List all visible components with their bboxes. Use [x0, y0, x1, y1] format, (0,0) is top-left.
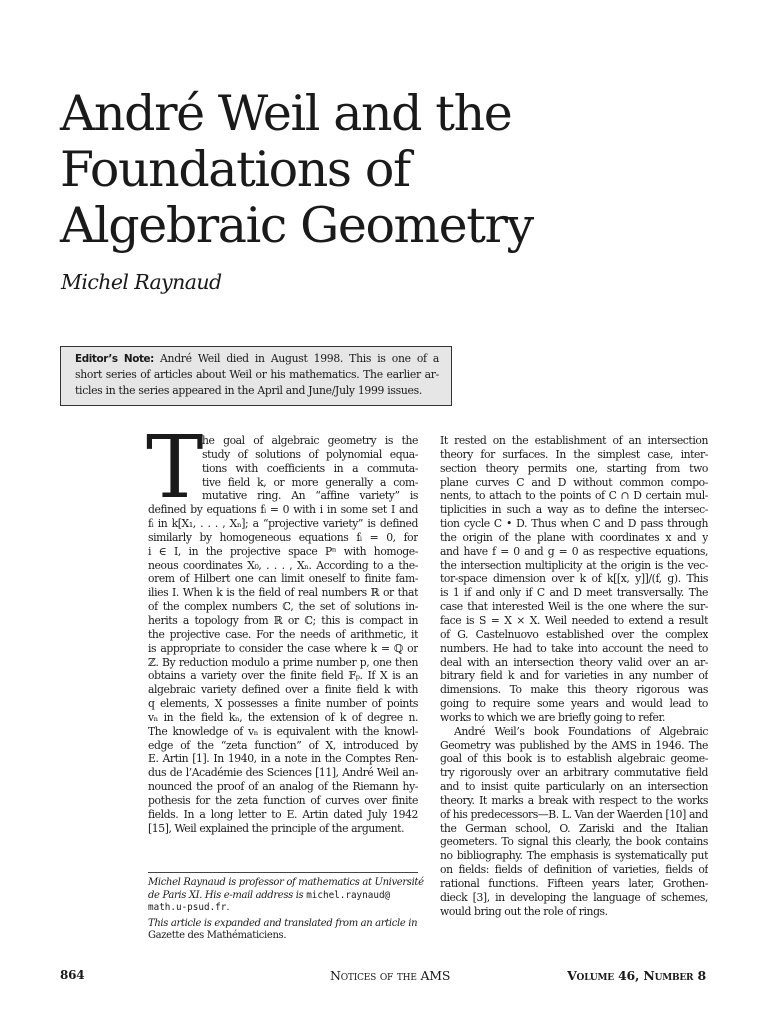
footnote-line: de Paris XI. His e-mail address is: [148, 889, 304, 901]
text-line: of his predecessors—B. L. Van der Waerden [10] and: [440, 807, 708, 821]
text-line: deal with an intersection theory valid over an ar-: [440, 655, 708, 669]
editor-note-line: short series of articles about Weil or his mathematics. The earlier ar-: [75, 368, 439, 382]
title-line: Foundations of: [60, 141, 410, 198]
text-line: plane curves C and D without common compo-: [440, 475, 708, 489]
editor-note-box: [60, 346, 452, 406]
text-line: algebraic variety defined over a finite field k with: [148, 683, 418, 697]
text-line: orem of Hilbert one can limit oneself to finite fam-: [148, 572, 418, 586]
title-line: Algebraic Geometry: [60, 197, 533, 254]
author-email-domain[interactable]: math.u-psud.fr: [148, 902, 227, 914]
text-line: try rigorously over an arbitrary commutative field: [440, 766, 708, 780]
text-line: the projective case. For the needs of arithmetic, it: [148, 627, 418, 641]
text-line: section theory permits one, starting from two: [440, 461, 708, 475]
text-line: geometers. To signal this clearly, the book contains: [440, 835, 708, 849]
editor-note-line: André Weil died in August 1998. This is one of a: [160, 352, 439, 365]
text-line: of the complex numbers ℂ, the set of solutions in-: [148, 600, 418, 614]
text-line: vₙ in the field kₙ, the extension of k of degree n.: [148, 710, 418, 724]
text-line: tive field k, or more generally a com-: [202, 475, 418, 489]
author-name: Michel Raynaud: [61, 270, 222, 294]
text-line: going to require some years and would lead to: [440, 697, 708, 711]
text-line: edge of the “zeta function” of X, introduced by: [148, 738, 418, 752]
text-line: numbers. He had to take into account the need to: [440, 641, 708, 655]
text-line: fᵢ in k[X₁, . . . , Xₙ]; a “projective variety” is defined: [148, 517, 418, 531]
text-line: on fields: fields of definition of varieties, fields of: [440, 863, 708, 877]
text-line: dus de l’Académie des Sciences [11], André Weil an-: [148, 766, 418, 780]
text-line: goal of this book is to establish algebraic geome-: [440, 752, 708, 766]
footnote-line: Michel Raynaud is professor of mathematics at Université: [148, 877, 424, 888]
text-line: ilies I. When k is the field of real numbers ℝ or that: [148, 586, 418, 600]
text-line: E. Artin [1]. In 1940, in a note in the Comptes Ren-: [148, 752, 418, 766]
text-line: no bibliography. The emphasis is systematically put: [440, 849, 708, 863]
text-line: is 1 if and only if C and D meet transversally. The: [440, 586, 708, 600]
text-line: Geometry was published by the AMS in 1946. The: [440, 738, 708, 752]
text-line: study of solutions of polynomial equa-: [202, 447, 418, 461]
text-line: André Weil’s book Foundations of Algebraic: [454, 724, 708, 738]
text-line: the German school, O. Zariski and the Italian: [440, 821, 708, 835]
text-line: q elements, X possesses a finite number of points: [148, 697, 418, 711]
text-line: theory for surfaces. In the simplest case, inter-: [440, 447, 708, 461]
text-line: similarly by homogeneous equations fᵢ = 0, for: [148, 530, 418, 544]
text-line: case that interested Weil is the one where the sur-: [440, 600, 708, 614]
text-line: is appropriate to consider the case where k = ℚ or: [148, 641, 418, 655]
text-line: [15], Weil explained the principle of the argument.: [148, 821, 405, 835]
text-line: nents, to attach to the points of C ∩ D certain mul-: [440, 489, 708, 503]
text-line: tions with coefficients in a commuta-: [202, 461, 418, 475]
text-line: ℤ. By reduction modulo a prime number p, one then: [148, 655, 418, 669]
text-line: would bring out the role of rings.: [440, 904, 608, 918]
editor-note-label: Editor’s Note:: [75, 353, 154, 365]
text-line: It rested on the establishment of an intersection: [440, 434, 708, 447]
text-line: mutative ring. An “affine variety” is: [202, 489, 418, 503]
title-line: André Weil and the: [60, 85, 512, 142]
page-number: 864: [60, 968, 85, 982]
text-line: of G. Castelnuovo established over the complex: [440, 627, 708, 641]
text-line: face is S = X × X. Weil needed to extend a result: [440, 613, 708, 627]
text-line: herits a topology from ℝ or ℂ; this is compact in: [148, 613, 418, 627]
text-line: works to which we are briefly going to refer.: [440, 710, 666, 724]
body-column-right: [440, 434, 708, 919]
footnote-punct: .: [226, 902, 230, 914]
editor-note-line: ticles in the series appeared in the April and June/July 1999 issues.: [75, 383, 422, 397]
text-line: tiplicities in such a way as to define the intersec-: [440, 503, 708, 517]
text-line: fields. In a long letter to E. Artin dated July 1942: [148, 807, 418, 821]
text-line: tor-space dimension over k of k[[x, y]]/(f, g). This: [440, 572, 708, 586]
text-line: and to insist quite particularly on an intersection: [440, 780, 708, 794]
text-line: the origin of the plane with coordinates x and y: [440, 530, 708, 544]
running-volume-info: Volume 46, Number 8: [567, 968, 706, 983]
text-line: neous coordinates X₀, . . . , Xₙ. According to a the-: [148, 558, 418, 572]
text-line: bitrary field k and for varieties in any number of: [440, 669, 708, 683]
drop-cap: T: [146, 418, 204, 518]
body-column-left: [148, 434, 418, 835]
text-line: dimensions. To make this theory rigorous was: [440, 683, 708, 697]
text-line: rational functions. Fifteen years later, Grothen-: [440, 877, 708, 890]
author-footnote: [148, 877, 424, 943]
text-line: pothesis for the zeta function of curves over finite: [148, 793, 418, 807]
text-line: i ∈ I, in the projective space Pⁿ with homoge-: [148, 544, 418, 558]
text-line: and have f = 0 and g = 0 as respective equations,: [440, 544, 708, 558]
text-line: the intersection multiplicity at the origin is the vec-: [440, 558, 708, 572]
text-line: he goal of algebraic geometry is the: [202, 434, 418, 447]
text-line: tion cycle C • D. Thus when C and D pass through: [440, 517, 708, 531]
footnote-rule: [148, 872, 418, 873]
text-line: obtains a variety over the finite field 𝔽ₚ. If X is an: [148, 669, 418, 683]
text-line: nounced the proof of an analog of the Riemann hy-: [148, 780, 418, 794]
footnote-line: Gazette des Mathématiciens.: [148, 930, 287, 942]
text-line: The knowledge of vₙ is equivalent with the knowl-: [148, 724, 418, 738]
article-title: [60, 86, 680, 254]
text-line: defined by equations fᵢ = 0 with i in some set I and: [148, 503, 418, 517]
author-email[interactable]: michel.raynaud@: [306, 889, 391, 901]
text-line: dieck [3], in developing the language of schemes,: [440, 890, 708, 904]
running-journal-title: Notices of the AMS: [330, 968, 451, 983]
footnote-line: This article is expanded and translated from an article in: [148, 917, 418, 929]
text-line: theory. It marks a break with respect to the works: [440, 793, 708, 807]
